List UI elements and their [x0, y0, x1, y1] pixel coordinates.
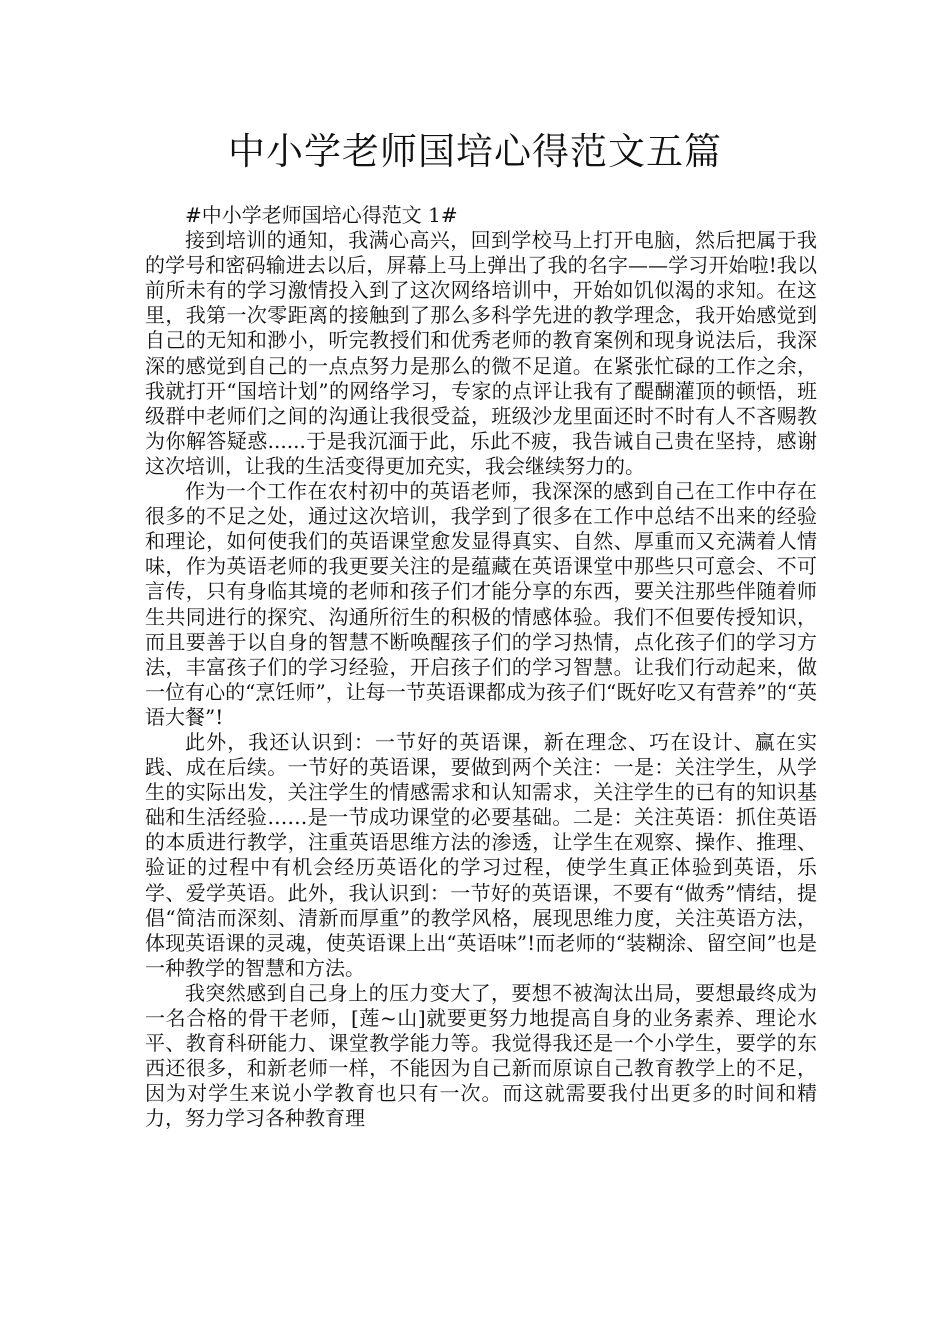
paragraph-1: 接到培训的通知，我满心高兴，回到学校马上打开电脑，然后把属于我的学号和密码输进去以后，屏幕上马上弹出了我的名字——学习开始啦!我以前所未有的学习激情投入到了这次网络培训中，开始如饥似渴的求知。在这里，我第一次零距离的接触到了那么多科学先进的教学理念，我开始感觉到自己的无知和渺小，听完教授们和优秀老师的教育案例和现身说法后，我深深的感觉到自己的一点点努力是那么的微不足道。在紧张忙碌的工作之余，我就打开“国培计划”的网络学习，专家的点评让我有了醍醐灌顶的顿悟，班级群中老师们之间的沟通让我很受益，班级沙龙里面还时不时有人不吝赐教为你解答疑惑......于是我沉湎于此，乐此不疲，我告诫自己贵在坚持，感谢这次培训，让我的生活变得更加充实，我会继续努力的。 [145, 228, 817, 478]
section-heading: #中小学老师国培心得范文 1# [185, 203, 458, 227]
document-body [145, 203, 817, 1131]
paragraph-2: 作为一个工作在农村初中的英语老师，我深深的感到自己在工作中存在很多的不足之处，通过这次培训，我学到了很多在工作中总结不出来的经验和理论，如何使我们的英语课堂愈发显得真实、自然、厚重而又充满着人情味，作为英语老师的我更要关注的是蕴藏在英语课堂中那些只可意会、不可言传，只有身临其境的老师和孩子们才能分享的东西，要关注那些伴随着师生共同进行的探究、沟通所衍生的积极的情感体验。我们不但要传授知识，而且要善于以自身的智慧不断唤醒孩子们的学习热情，点化孩子们的学习方法，丰富孩子们的学习经验，开启孩子们的学习智慧。让我们行动起来，做一位有心的“烹饪师”，让每一节英语课都成为孩子们“既好吃又有营养”的“英语大餐”! [145, 479, 817, 729]
paragraph-4: 我突然感到自己身上的压力变大了，要想不被淘汰出局，要想最终成为一名合格的骨干老师，[莲~山]就要更努力地提高自身的业务素养、理论水平、教育科研能力、课堂教学能力等。我觉得我还是一个小学生，要学的东西还很多，和新老师一样，不能因为自己新而原谅自己教育教学上的不足，因为对学生来说小学教育也只有一次。而这就需要我付出更多的时间和精力，努力学习各种教育理 [145, 980, 817, 1131]
paragraph-3: 此外，我还认识到：一节好的英语课，新在理念、巧在设计、赢在实践、成在后续。一节好的英语课，要做到两个关注：一是：关注学生，从学生的实际出发，关注学生的情感需求和认知需求，关注学生的已有的知识基础和生活经验……是一节成功课堂的必要基础。二是：关注英语：抓住英语的本质进行教学，注重英语思维方法的渗透，让学生在观察、操作、推理、验证的过程中有机会经历英语化的学习过程，使学生真正体验到英语，乐学、爱学英语。此外，我认识到：一节好的英语课，不要有“做秀”情结，提倡“简洁而深刻、清新而厚重”的教学风格，展现思维力度，关注英语方法，体现英语课的灵魂，使英语课上出“英语味”!而老师的“装糊涂、留空间”也是一种教学的智慧和方法。 [145, 729, 817, 980]
document-title: 中小学老师国培心得范文五篇 [228, 130, 722, 173]
